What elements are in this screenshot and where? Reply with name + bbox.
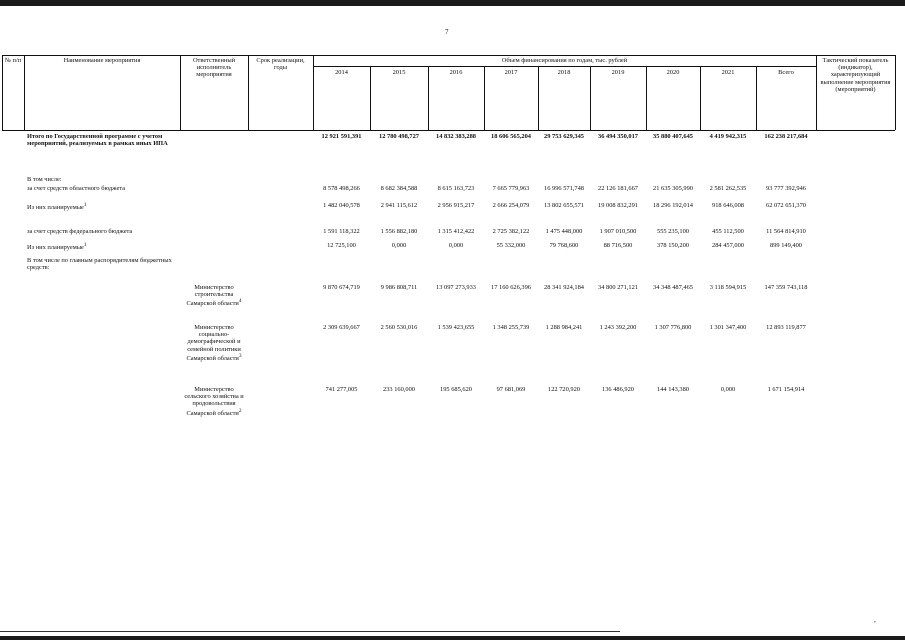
header-executor: Ответственный исполнитель мероприятия <box>192 57 236 79</box>
row-ministry-agriculture-value: 0,000 <box>720 386 736 393</box>
row-federal-planned-value: 284 457,000 <box>712 242 744 249</box>
row-ministry-agriculture-value: 122 720,920 <box>548 386 580 393</box>
row-ministry-construction-value: 34 348 487,465 <box>653 284 693 291</box>
row-regional-planned-value: 62 072 651,370 <box>766 202 806 209</box>
row-ministry-construction-value: 13 097 273,933 <box>436 284 476 291</box>
row-regional-value: 21 635 305,990 <box>653 185 693 192</box>
row-total-value: 162 238 217,684 <box>764 133 808 140</box>
row-ministry-social-value: 2 309 639,667 <box>323 324 360 331</box>
row-ministry-construction-value: 17 160 626,396 <box>491 284 531 291</box>
page-number: 7 <box>445 28 449 36</box>
header-year: 2020 <box>666 69 680 76</box>
row-ministry-social-value: 2 560 530,016 <box>380 324 418 331</box>
row-regional-planned-value: 918 646,008 <box>712 202 744 209</box>
row-ministry-agriculture-value: 144 143,380 <box>657 386 689 393</box>
header-year: 2019 <box>611 69 625 76</box>
scan-top-edge <box>0 0 905 6</box>
row-total-value: 18 606 565,204 <box>491 133 531 140</box>
row-ministry-agriculture-value: 233 160,000 <box>383 386 415 393</box>
row-regional-value: 7 665 779,963 <box>492 185 530 192</box>
row-federal-planned-value: 12 725,100 <box>327 242 356 249</box>
by-managers-label: В том числе по главным распорядителям бюджетных средств: <box>27 257 172 272</box>
row-regional-planned-value: 19 008 832,291 <box>598 202 638 209</box>
footnote-marker: 1 <box>83 202 87 208</box>
header-name: Наименование мероприятия <box>63 57 141 64</box>
scan-bottom-line <box>0 631 620 632</box>
row-regional-planned-value: 2 666 254,079 <box>492 202 530 209</box>
row-regional-value: 22 126 181,667 <box>598 185 638 192</box>
row-federal-value: 1 556 882,180 <box>380 228 418 235</box>
header-funding: Объем финансирования по годам, тыс. рублей <box>501 57 628 64</box>
row-federal-planned-value: 79 768,600 <box>549 242 579 249</box>
header-indicator: Тактический показатель (индикатор), характеризующий выполнение мероприятия (мероприятий) <box>820 57 891 93</box>
row-regional-planned-value: 18 296 192,014 <box>653 202 693 209</box>
header-year: 2016 <box>449 69 463 76</box>
row-regional-value: 8 682 384,588 <box>380 185 418 192</box>
row-federal-planned-value: 899 149,400 <box>770 242 802 249</box>
row-ministry-agriculture-value: 97 681,069 <box>496 386 526 393</box>
header-term: Срок реализации, годы <box>256 57 305 72</box>
footnote-marker: 3 <box>238 352 242 359</box>
row-federal-planned-value: 378 150,200 <box>657 242 689 249</box>
header-no: № п/п <box>4 57 22 64</box>
row-federal-planned-value: 55 332,000 <box>496 242 526 249</box>
row-federal-planned-label: Из них планируемые$^1$ <box>27 242 87 252</box>
row-regional-value: 8 615 163,723 <box>437 185 475 192</box>
row-total-value: 12 780 498,727 <box>379 133 419 140</box>
row-total-value: 35 880 407,645 <box>653 133 693 140</box>
row-ministry-social-value: 1 307 776,800 <box>654 324 692 331</box>
row-federal-value: 1 475 448,000 <box>545 228 583 235</box>
row-federal-planned-value: 0,000 <box>448 242 464 249</box>
header-year-total: Всего <box>778 69 794 76</box>
row-regional-value: 16 996 571,748 <box>544 185 584 192</box>
page-corner-mark: , <box>874 616 876 624</box>
row-total-value: 36 494 350,017 <box>598 133 638 140</box>
row-ministry-construction-value: 28 341 924,184 <box>544 284 584 291</box>
scan-bottom-edge <box>0 636 905 640</box>
row-total-value: 29 753 629,345 <box>544 133 584 140</box>
row-total-value: 4 419 942,315 <box>709 133 747 140</box>
row-federal-planned-value: 88 716,500 <box>603 242 633 249</box>
row-ministry-construction-executor: Министерство строительства Самарской области$^4$ <box>186 284 242 308</box>
row-ministry-social-value: 1 243 392,200 <box>599 324 637 331</box>
header-year: 2018 <box>557 69 571 76</box>
row-ministry-construction-value: 9 870 674,719 <box>323 284 360 291</box>
including-label: В том числе: <box>27 176 62 183</box>
row-ministry-agriculture-value: 741 277,005 <box>325 386 358 393</box>
row-federal-value: 455 112,500 <box>712 228 744 235</box>
row-regional-planned-value: 2 956 915,217 <box>437 202 475 209</box>
row-federal-planned-value: 0,000 <box>391 242 407 249</box>
footnote-marker: 1 <box>83 242 87 248</box>
row-regional-planned-value: 13 802 655,571 <box>544 202 584 209</box>
row-regional-planned-label: Из них планируемые$^1$ <box>27 202 87 212</box>
row-ministry-social-value: 1 301 347,400 <box>709 324 747 331</box>
row-ministry-social-value: 1 288 984,241 <box>545 324 583 331</box>
header-year: 2015 <box>392 69 406 76</box>
row-total-label: Итого по Государственной программе с учетом мероприятий, реализуемых в рамках иных ИПА <box>27 133 168 148</box>
row-federal-value: 1 315 412,422 <box>437 228 475 235</box>
row-regional-planned-value: 1 482 040,578 <box>323 202 360 209</box>
row-total-value: 12 921 591,391 <box>321 133 362 140</box>
row-ministry-construction-value: 9 986 808,711 <box>380 284 418 291</box>
row-ministry-construction-value: 34 800 271,121 <box>598 284 638 291</box>
row-regional-value: 8 578 498,266 <box>323 185 360 192</box>
row-regional-value: 93 777 392,946 <box>766 185 806 192</box>
row-ministry-construction-value: 147 359 743,118 <box>764 284 808 291</box>
row-federal-value: 1 591 118,322 <box>323 228 360 235</box>
row-regional-label: за счет средств областного бюджета <box>27 185 126 192</box>
row-federal-value: 555 235,100 <box>657 228 689 235</box>
header-year: 2017 <box>504 69 518 76</box>
row-ministry-social-value: 1 539 423,655 <box>437 324 475 331</box>
footnote-marker: 4 <box>238 298 242 305</box>
header-year: 2014 <box>335 69 348 76</box>
row-ministry-agriculture-value: 136 486,920 <box>602 386 634 393</box>
row-federal-value: 2 725 382,122 <box>492 228 530 235</box>
row-ministry-social-value: 12 893 119,877 <box>766 324 806 331</box>
row-ministry-agriculture-value: 195 685,620 <box>440 386 472 393</box>
row-federal-label: за счет средств федерального бюджета <box>27 228 133 235</box>
row-ministry-social-executor: Министерство социально-демографической и семейной политики Самарской области$^3$ <box>186 324 242 362</box>
row-total-value: 14 832 383,288 <box>436 133 476 140</box>
row-ministry-agriculture-value: 1 671 154,914 <box>767 386 805 393</box>
header-year: 2021 <box>721 69 735 76</box>
row-regional-planned-value: 2 941 115,612 <box>380 202 418 209</box>
row-ministry-social-value: 1 348 255,739 <box>492 324 530 331</box>
row-ministry-construction-value: 3 118 594,915 <box>709 284 747 291</box>
row-federal-value: 1 907 010,500 <box>599 228 637 235</box>
row-regional-value: 2 581 262,535 <box>709 185 747 192</box>
row-federal-value: 11 564 814,910 <box>766 228 806 235</box>
row-ministry-agriculture-executor: Министерство сельского хозяйства и продовольствия Самарской области$^2$ <box>184 386 244 417</box>
footnote-marker: 2 <box>238 407 242 414</box>
